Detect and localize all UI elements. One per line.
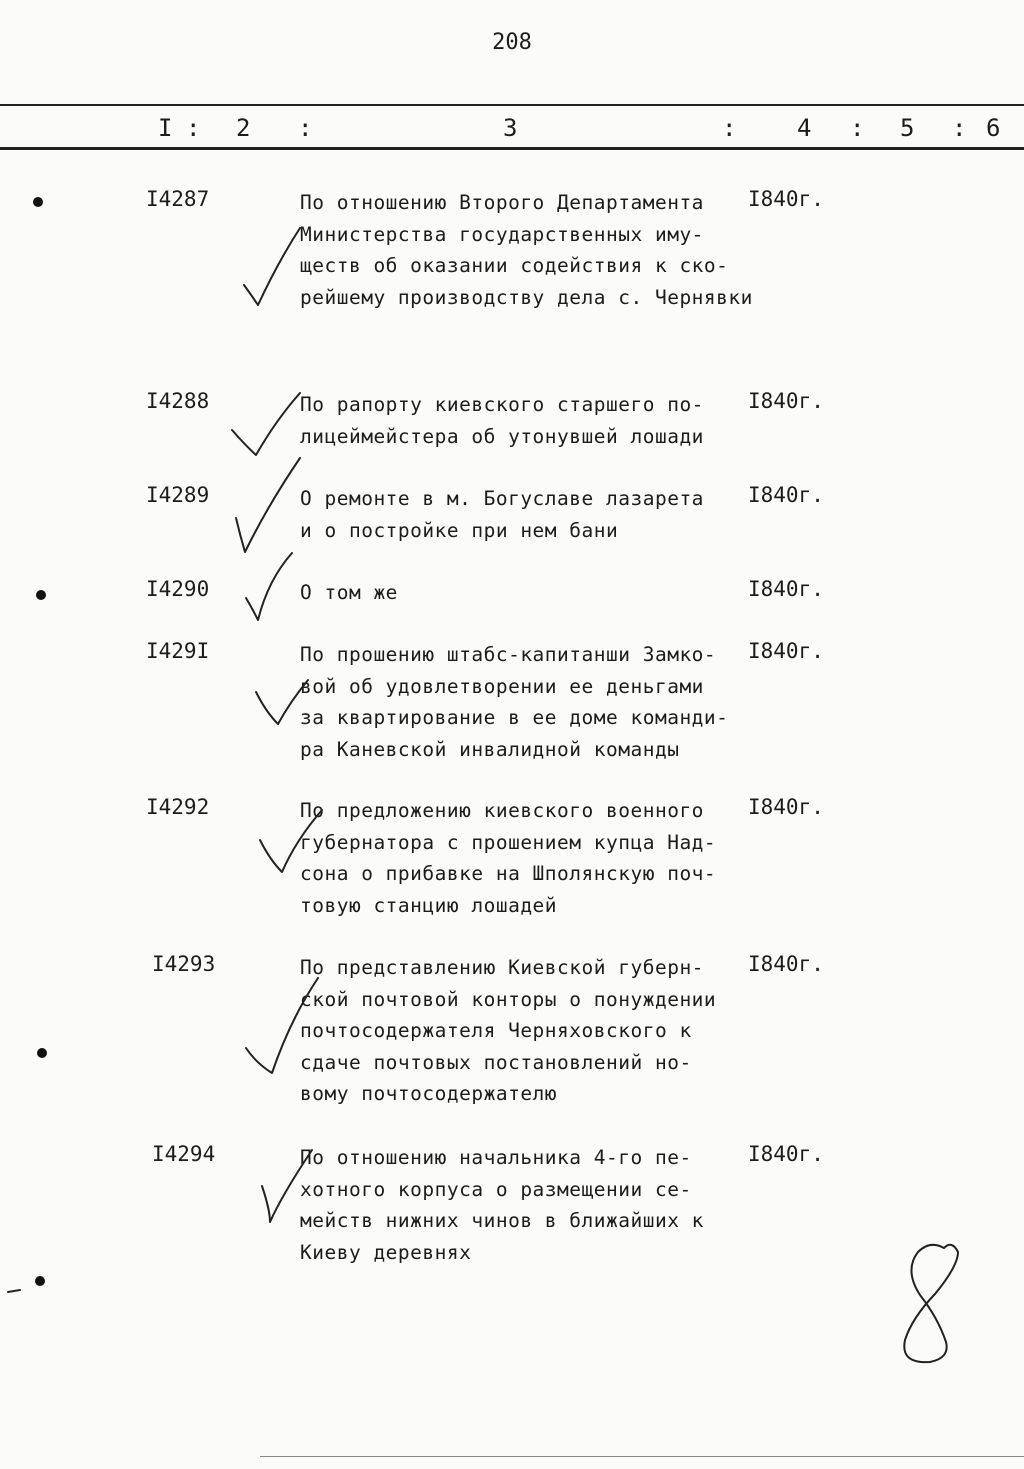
- entry-number: I4289: [146, 483, 210, 507]
- column-2-label: 2: [236, 114, 251, 142]
- binding-hole-dot: [35, 1276, 45, 1286]
- column-separator: :: [298, 114, 313, 142]
- entry-description: По отношению Второго Департамента Министерства государственных иму- ществ об оказании содействия к ско- рейшему производству дела с. Чернявки: [300, 191, 753, 309]
- column-separator: :: [722, 114, 737, 142]
- column-6-label: 6: [986, 114, 1001, 142]
- column-separator: :: [850, 114, 865, 142]
- column-5-label: 5: [900, 114, 915, 142]
- entry-year: I840г.: [748, 483, 824, 507]
- header-rule-bottom: [0, 147, 1024, 150]
- check-mark-icon: [244, 228, 300, 305]
- binding-hole-dot: [36, 590, 46, 600]
- entry-description: О ремонте в м. Богуславе лазарета и о постройке при нем бани: [300, 487, 704, 542]
- entry-year: I840г.: [748, 389, 824, 413]
- entry-description: О том же: [300, 581, 398, 604]
- column-3-label: 3: [503, 114, 518, 142]
- check-mark-icon: [246, 553, 292, 620]
- entry-number: I4290: [146, 577, 210, 601]
- entry-number: I4288: [146, 389, 210, 413]
- entry-year: I840г.: [748, 639, 824, 663]
- header-rule-top: [0, 104, 1024, 106]
- handwritten-sheet-number-8: [904, 1245, 958, 1362]
- entry-number: I4293: [152, 952, 216, 976]
- entry-number: I429I: [146, 639, 210, 663]
- entry-number: I4287: [146, 187, 210, 211]
- entry-number: I4294: [152, 1142, 216, 1166]
- entry-year: I840г.: [748, 187, 824, 211]
- binding-hole-dot: [33, 197, 43, 207]
- binding-hole-dot: [37, 1048, 47, 1058]
- entry-year: I840г.: [748, 577, 824, 601]
- entry-number: I4292: [146, 795, 210, 819]
- check-mark-icon: [232, 393, 300, 455]
- column-1-label: I: [158, 114, 173, 142]
- column-separator: :: [186, 114, 201, 142]
- entry-description: По рапорту киевского старшего по- лицеймейстера об утонувшей лошади: [300, 393, 704, 448]
- page-number: 208: [492, 30, 532, 55]
- column-separator: :: [952, 114, 967, 142]
- handwritten-sheet-number: [1000, 1300, 1001, 1301]
- column-4-label: 4: [797, 114, 812, 142]
- check-mark-icon: [236, 458, 300, 552]
- entry-description: По отношению начальника 4-го пе- хотного корпуса о размещении се- мейств нижних чинов в ближайших к Киеву деревнях: [300, 1146, 704, 1264]
- entry-year: I840г.: [748, 795, 824, 819]
- entry-year: I840г.: [748, 952, 824, 976]
- footer-rule: [260, 1456, 1024, 1457]
- entry-description: По прошению штабс-капитанши Замко- вой об удовлетворении ее деньгами за квартирование в ее доме команди- ра Каневской инвалидной команды: [300, 643, 729, 761]
- entry-description: По представлению Киевской губерн- ской почтовой конторы о понуждении почтосодержателя Черняховского к сдаче почтовых постановлений но- вому почтосодержателю: [300, 956, 717, 1105]
- entry-year: I840г.: [748, 1142, 824, 1166]
- entry-description: По предложению киевского военного губернатора с прошением купца Над- сона о прибавке на Шполянскую поч- товую станцию лошадей: [300, 799, 717, 917]
- pen-mark: [8, 1290, 20, 1292]
